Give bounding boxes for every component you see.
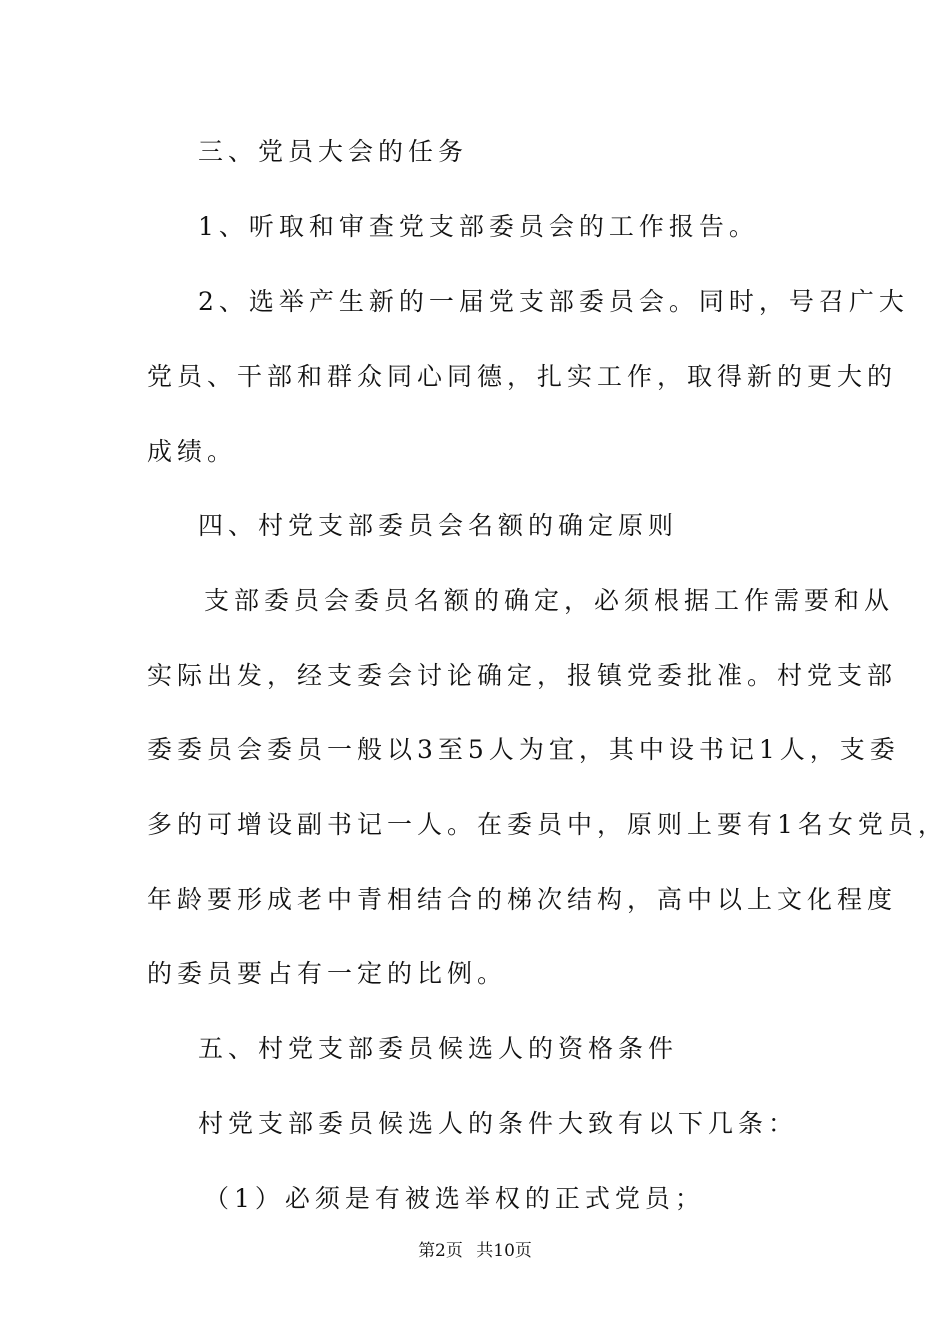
- page-number: 第2页: [418, 1241, 463, 1261]
- paragraph-line: 实际出发，经支委会讨论确定，报镇党委批准。村党支部: [147, 661, 898, 690]
- paragraph-line: 党员、干部和群众同心同德，扎实工作，取得新的更大的: [147, 362, 898, 391]
- section-heading: 五、村党支部委员候选人的资格条件: [198, 1034, 679, 1063]
- list-item: （1）必须是有被选举权的正式党员；: [204, 1184, 705, 1213]
- paragraph-line: 年龄要形成老中青相结合的梯次结构，高中以上文化程度: [147, 885, 898, 914]
- paragraph-line: 的委员要占有一定的比例。: [147, 959, 508, 988]
- page-footer: [0, 1240, 950, 1262]
- paragraph-line: 委委员会委员一般以3至5人为宜，其中设书记1人，支委: [147, 735, 900, 764]
- section-heading: 四、村党支部委员会名额的确定原则: [198, 511, 679, 540]
- paragraph-line: 1、听取和审查党支部委员会的工作报告。: [198, 212, 759, 241]
- paragraph-line: 多的可增设副书记一人。在委员中，原则上要有1名女党员，: [147, 810, 948, 839]
- paragraph-line: 村党支部委员候选人的条件大致有以下几条：: [198, 1109, 799, 1138]
- paragraph-line: 成绩。: [147, 437, 238, 466]
- paragraph-line: 2、选举产生新的一届党支部委员会。同时，号召广大: [198, 287, 909, 316]
- paragraph-line: 支部委员会委员名额的确定，必须根据工作需要和从: [204, 586, 895, 615]
- section-heading: 三、党员大会的任务: [198, 137, 469, 166]
- page-total: 共10页: [476, 1241, 532, 1261]
